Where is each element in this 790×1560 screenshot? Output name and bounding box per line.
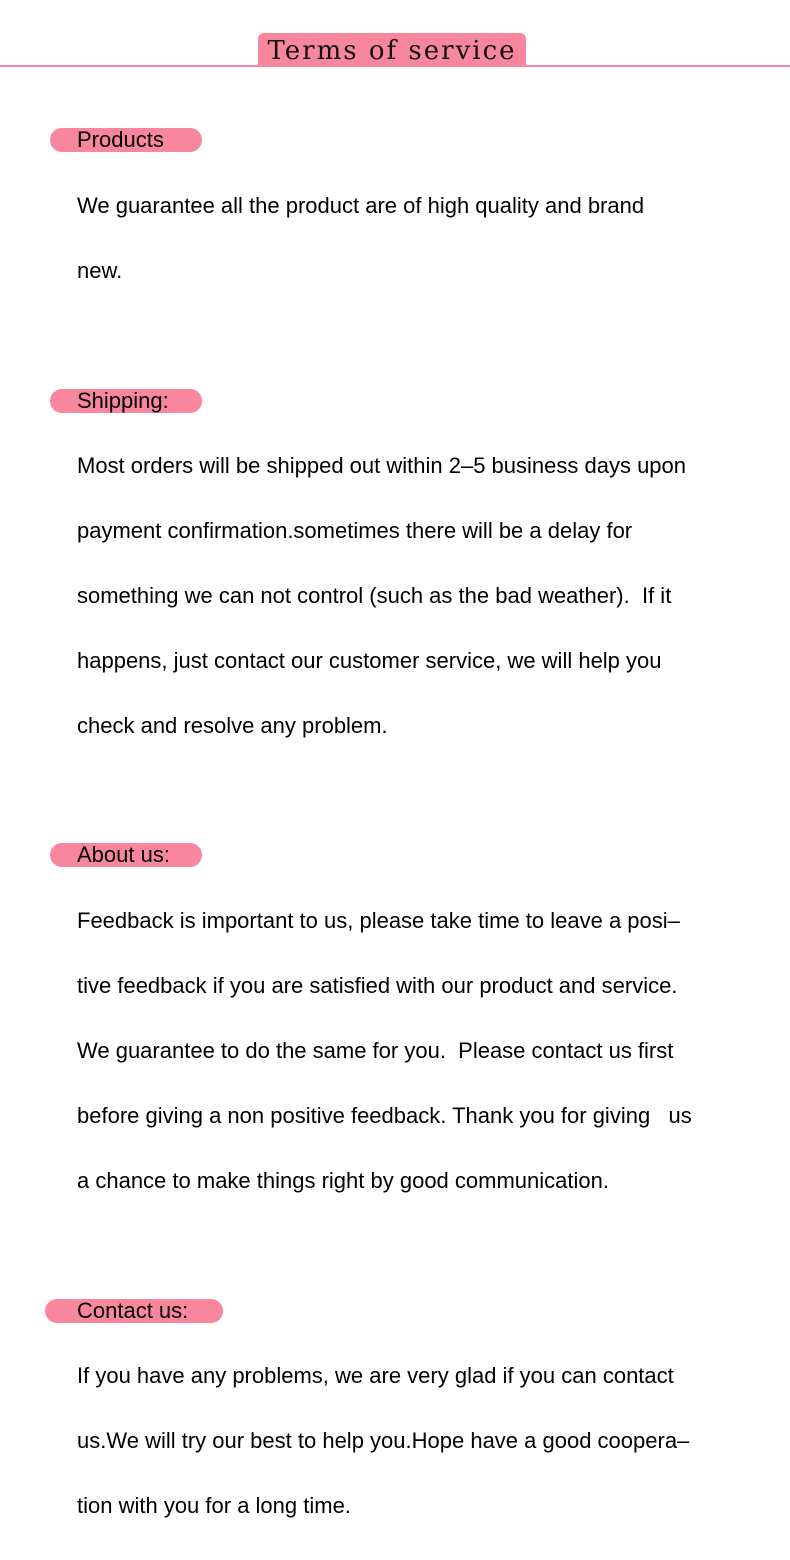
body-line: Most orders will be shipped out within 2–5 business days upon <box>77 453 687 478</box>
body-line: If you have any problems, we are very glad if you can contact <box>77 1363 674 1388</box>
body-line: before giving a non positive feedback. Thank you for giving us <box>77 1103 692 1128</box>
body-line: tion with you for a long time. <box>77 1493 351 1518</box>
body-line: new. <box>77 258 123 283</box>
body-line: us.We will try our best to help you.Hope have a good coopera– <box>77 1428 690 1453</box>
section-label-products: Products <box>50 128 202 152</box>
body-line: check and resolve any problem. <box>77 713 388 738</box>
body-line: a chance to make things right by good communication. <box>77 1168 609 1193</box>
section-body-contact-us <box>77 1365 689 1560</box>
body-line: something we can not control (such as the bad weather). If it <box>77 583 672 608</box>
body-line: Feedback is important to us, please take time to leave a posi– <box>77 908 680 933</box>
section-label-contact-us: Contact us: <box>45 1299 223 1323</box>
body-line: happens, just contact our customer service, we will help you <box>77 648 662 673</box>
page-title: Terms of service <box>258 33 526 66</box>
section-body-products <box>77 195 644 325</box>
body-line: payment confirmation.sometimes there will be a delay for <box>77 518 633 543</box>
section-label-shipping: Shipping: <box>50 389 202 413</box>
section-label-about-us: About us: <box>50 843 202 867</box>
body-line: We guarantee all the product are of high quality and brand <box>77 193 645 218</box>
body-line: tive feedback if you are satisfied with our product and service. <box>77 973 678 998</box>
section-body-shipping <box>77 455 686 780</box>
body-line: We guarantee to do the same for you. Please contact us first <box>77 1038 674 1063</box>
section-body-about-us <box>77 910 692 1235</box>
